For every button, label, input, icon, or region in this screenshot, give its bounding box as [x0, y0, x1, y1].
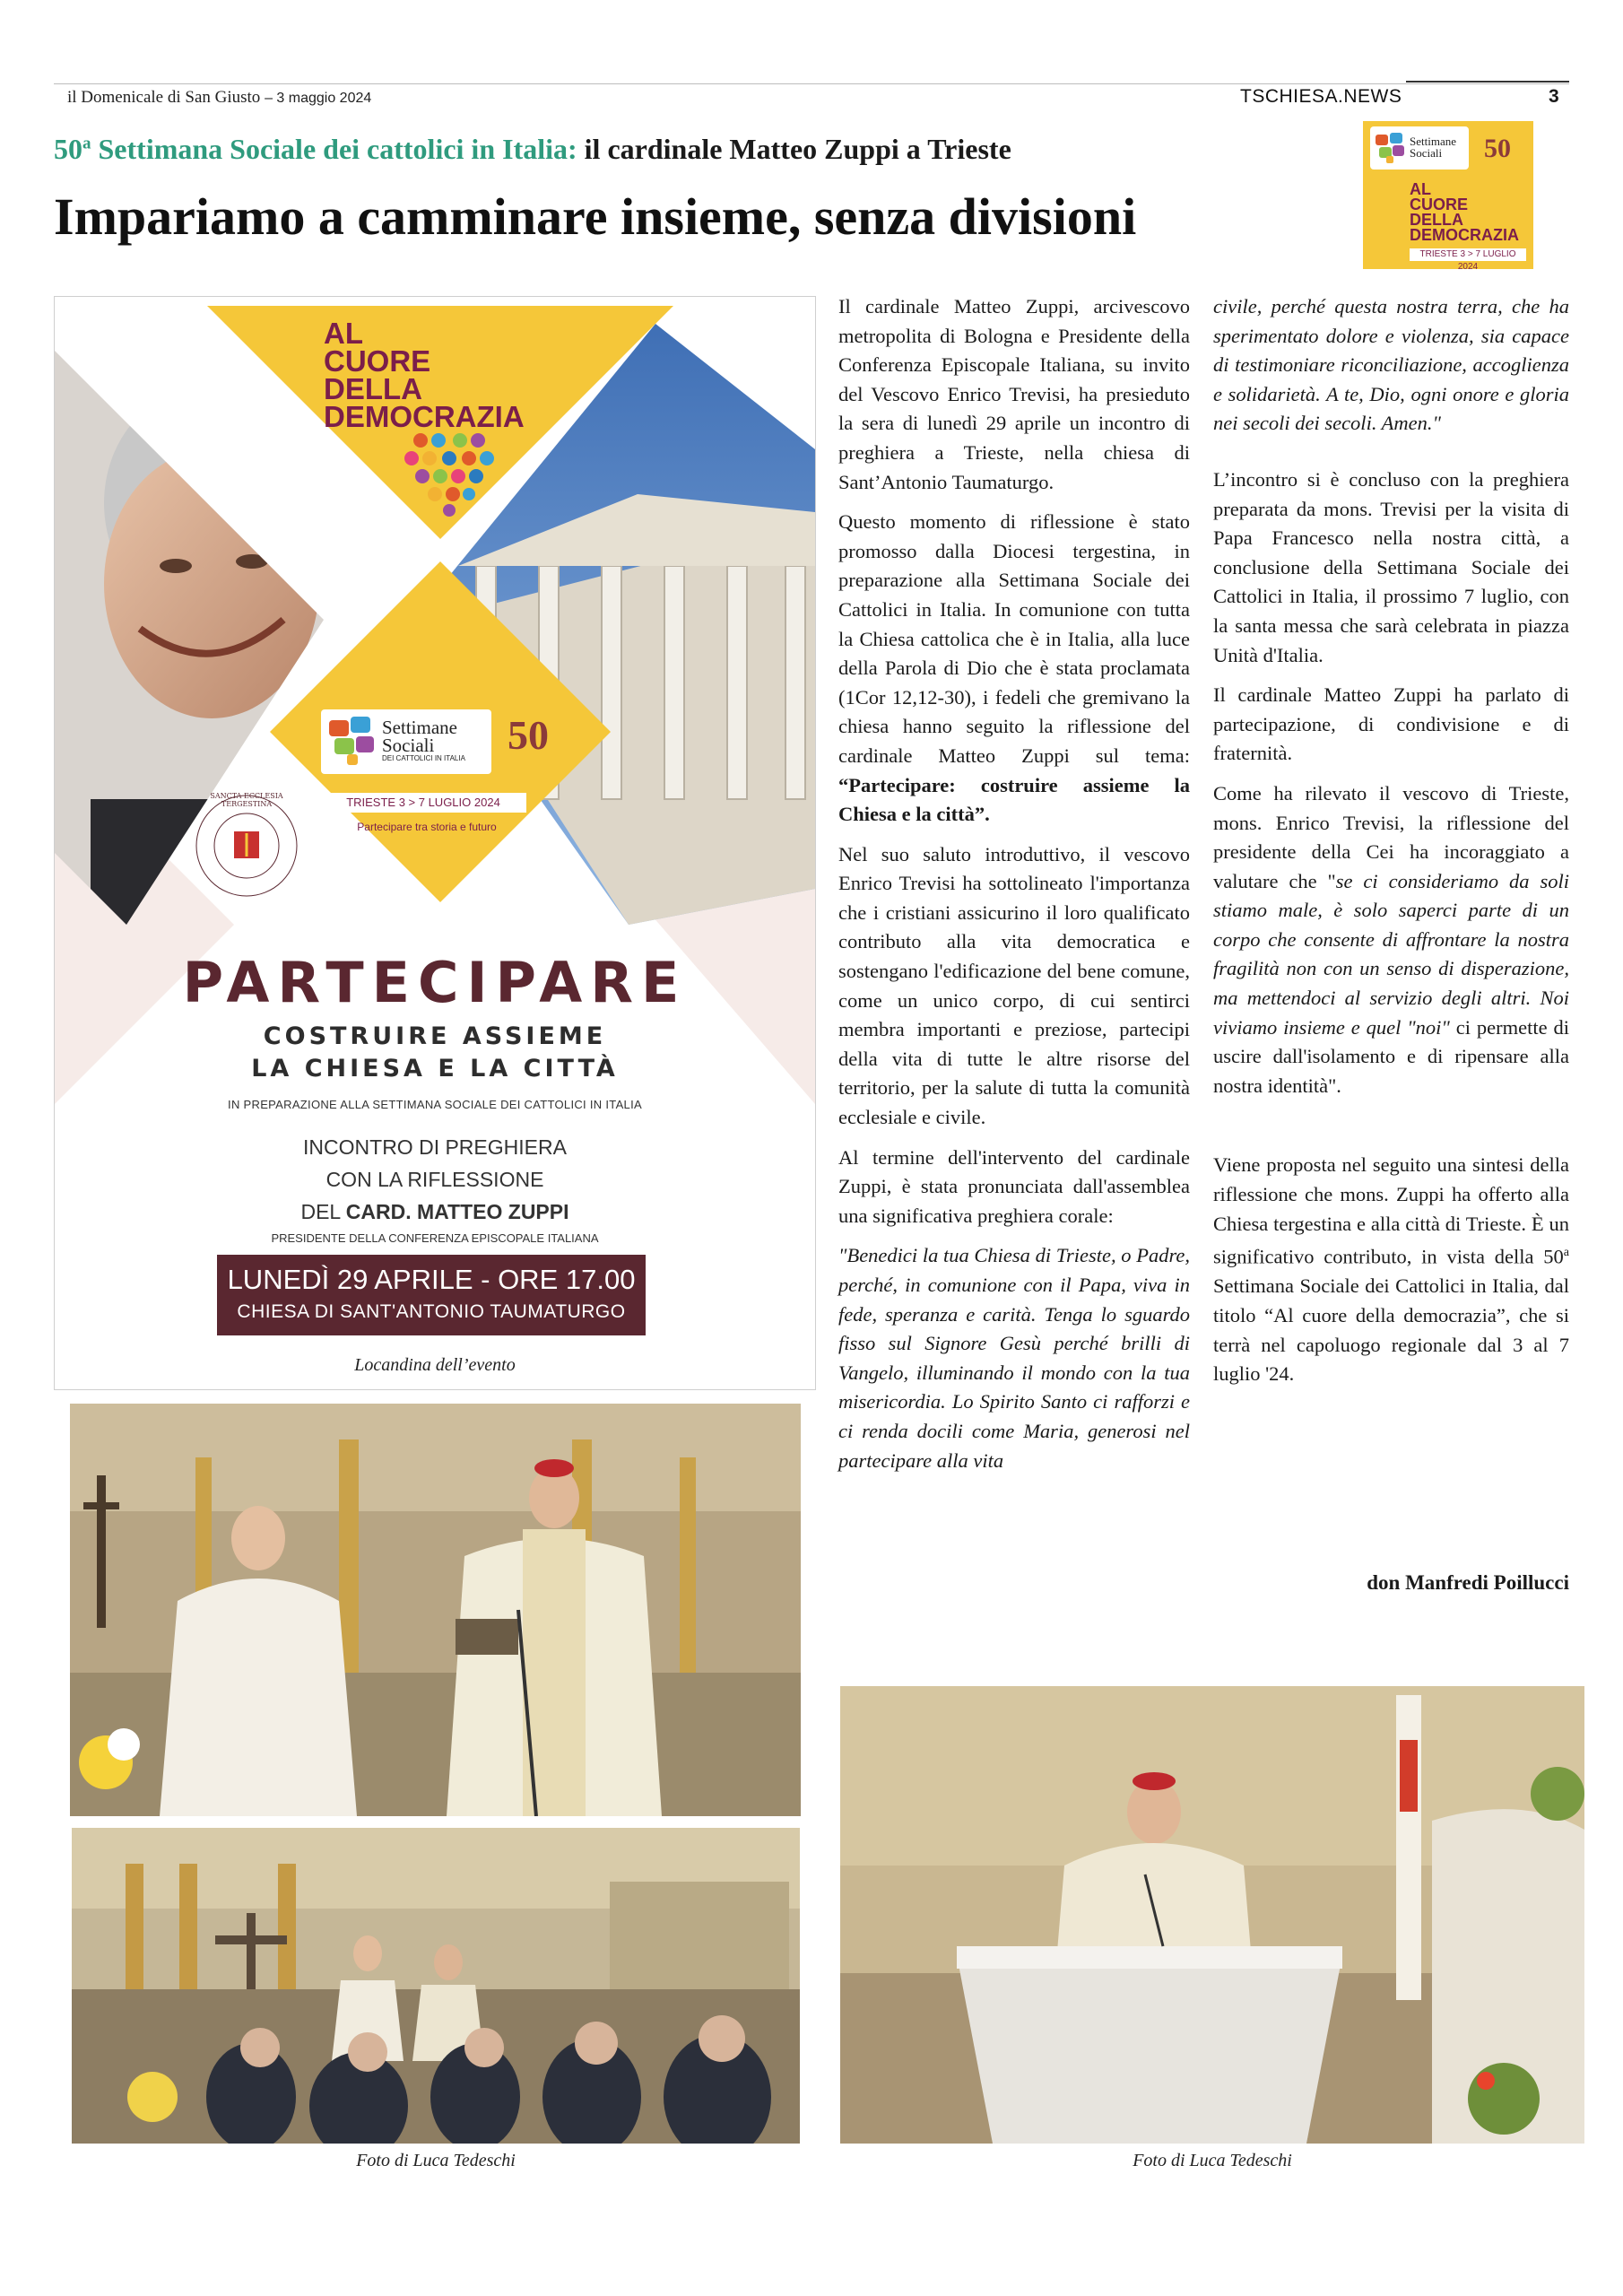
logo-badge-white-panel — [1370, 126, 1469, 170]
author-signature: don Manfredi Poillucci — [1367, 1571, 1569, 1594]
poster-tagline: Partecipare tra storia e futuro — [357, 821, 497, 833]
event-poster — [54, 296, 816, 1390]
poster-presidente: PRESIDENTE DELLA CONFERENZA EPISCOPALE ITALIANA — [271, 1231, 599, 1245]
prayer-text-end: civile, perché questa nostra terra, che ha sperimentato dolore e violenza, sia capace di testimoniare riconciliazione, accoglienza e solidarietà. A te, Dio, ogni onore e gloria nei secoli dei secoli. Amen." — [1213, 295, 1569, 435]
logo-badge-wordmark: Settimane Sociali — [1410, 135, 1456, 160]
article-headline: Impariamo a camminare insieme, senza divisioni — [54, 187, 1137, 246]
article-kicker — [54, 133, 1011, 166]
poster-caption: Locandina dell’evento — [354, 1355, 516, 1375]
poster-venue: CHIESA DI SANT'ANTONIO TAUMATURGO — [237, 1301, 626, 1322]
paragraph: Nel suo saluto introduttivo, il vescovo Enrico Trevisi ha sottolineato l'importanza che i cristiani assicurino il loro qualificato contributo alla vita democratica e sostengano l'edificazione del bene comune, come un unico corpo, di cui sentirci membra importanti e preziose, partecipi della vita di tutte le altre risorse del territorio, per la salute di tutta la comunità ecclesiale e civile. — [838, 842, 1190, 1129]
photo-caption-right: Foto di Luca Tedeschi — [1133, 2151, 1292, 2170]
poster-date-time: LUNEDÌ 29 APRILE - ORE 17.00 — [227, 1264, 636, 1295]
poster-main-title: PARTECIPARE — [182, 950, 688, 1015]
publication-name: il Domenicale di San Giusto — [67, 88, 261, 107]
prayer-text: "Benedici la tua Chiesa di Trieste, o Padre, perché, in comunione con il Papa, viva in fede, speranza e carità. Tenga lo sguardo fisso sul Signore Gesù perché brilli di Vangelo, illuminando il mondo con la tua misericordia. Lo Spirito Santo ci rafforzi e ci renda docili come Maria, generosi nel partecipare alla vita — [838, 1244, 1190, 1472]
photo-bishops-at-altar-image — [70, 1404, 801, 1816]
photo-assembly-in-church-image — [72, 1828, 800, 2144]
photo-cardinal-at-ambo-image — [840, 1686, 1584, 2144]
poster-incontro: INCONTRO DI PREGHIERA CON LA RIFLESSIONE DEL CARD. MATTEO ZUPPI — [300, 1135, 569, 1223]
header-rule-accent — [1406, 81, 1569, 83]
logo-badge-title: AL CUORE DELLA DEMOCRAZIA — [1410, 180, 1519, 244]
publication-line — [67, 88, 371, 108]
paragraph: L’incontro si è concluso con la preghiera preparata da mons. Trevisi per la visita di Papa Francesco nella nostra città, a conclusione della Settimana Sociale dei Cattolici in Italia, il prossimo 7 luglio, con la santa messa che sarà celebrata in piazza Unità d'Italia. — [1213, 467, 1569, 666]
header-rule — [54, 83, 1569, 84]
settimane-sociali-logo-icon — [1374, 131, 1408, 165]
article-column-1 — [838, 292, 1190, 1486]
paragraph: Come ha rilevato il vescovo di Trieste, mons. Enrico Trevisi, la riflessione del presidente della Cei ha incoraggiato a valutare che "se ci consideriamo da soli stiamo male, è solo saperci parte di un corpo che consente di affrontare la nostra fragilità non con un senso di disperazione, ma mettendoci al servizio degli altri. Noi viviamo insieme e quel "noi" ci permette di uscire dall'isolamento e di ripensare alla nostra identità". — [1213, 781, 1570, 1097]
site-link[interactable]: TSCHIESA.NEWS — [1240, 86, 1402, 107]
paragraph: Il cardinale Matteo Zuppi ha parlato di partecipazione, di condivisione e di fraternità. — [1213, 683, 1569, 765]
logo-badge-50: 50 — [1484, 134, 1511, 163]
paragraph: Il cardinale Matteo Zuppi, arcivescovo metropolita di Bologna e Presidente della Conferenza Episcopale Italiana, su invito del Vescovo Enrico Trevisi, ha presieduto la sera di lunedì 29 aprile un incontro di preghiera a Trieste, nella chiesa di Sant’Antonio Taumaturgo. — [838, 295, 1190, 493]
poster-headline-block — [55, 950, 815, 1245]
poster-date-box — [217, 1255, 646, 1335]
poster-settimane-wordmark: Settimane Sociali DEI CATTOLICI IN ITALIA — [382, 717, 465, 762]
paragraph: Questo momento di riflessione è stato promosso dalla Diocesi tergestina, in preparazione alla Settimana Sociale dei Cattolici in Italia. In comunione con tutta la Chiesa cattolica che è in Italia, alla luce della Parola di Dio che è stata proclamata (1Cor 12,12-30), i fedeli che gremivano la chiesa hanno seguito la riflessione del cardinale Matteo Zuppi sul tema: “Partecipare: costruire assieme la Chiesa e la città”. — [838, 510, 1190, 826]
poster-50: 50 — [508, 712, 549, 758]
photo-cardinal-at-ambo — [840, 1686, 1584, 2144]
poster-title: AL CUORE DELLA DEMOCRAZIA — [324, 317, 525, 433]
kicker-black: il cardinale Matteo Zuppi a Trieste — [577, 133, 1011, 165]
publication-date: – 3 maggio 2024 — [265, 91, 372, 106]
photo-caption-left: Foto di Luca Tedeschi — [356, 2151, 516, 2170]
poster-seal-text: SANCTA ECCLESIA TERGESTINA — [210, 792, 283, 808]
photo-bishops-at-altar — [70, 1404, 801, 1816]
paragraph: Viene proposta nel seguito una sintesi della riflessione che mons. Zuppi ha offerto alla Chiesa tergestina e alla città di Trieste. È un significativo contributo, in vista della 50$^a$ Settimana Sociale dei Cattolici in Italia, dal titolo “Al cuore della democrazia”, che si terrà nel capoluogo regionale dal 3 al 7 luglio '24. — [1213, 1153, 1569, 1386]
event-logo-badge — [1363, 121, 1533, 272]
logo-badge-dates: TRIESTE 3 > 7 LUGLIO 2024 — [1410, 248, 1526, 261]
kicker-green: 50$^a$ Settimana Sociale dei cattolici in Italia: — [54, 133, 577, 165]
article-column-2 — [1213, 292, 1569, 1400]
photo-assembly-in-church — [72, 1828, 800, 2144]
poster-preparation: IN PREPARAZIONE ALLA SETTIMANA SOCIALE DEI CATTOLICI IN ITALIA — [228, 1098, 642, 1111]
poster-dates: TRIESTE 3 > 7 LUGLIO 2024 — [346, 796, 500, 809]
poster-subtitle: COSTRUIRE ASSIEME LA CHIESA E LA CITTÀ — [251, 1022, 619, 1083]
paragraph: Al termine dell'intervento del cardinale Zuppi, è stata pronunciata dall'assemblea una significativa preghiera corale: — [838, 1145, 1190, 1227]
page-number: 3 — [1549, 86, 1559, 107]
